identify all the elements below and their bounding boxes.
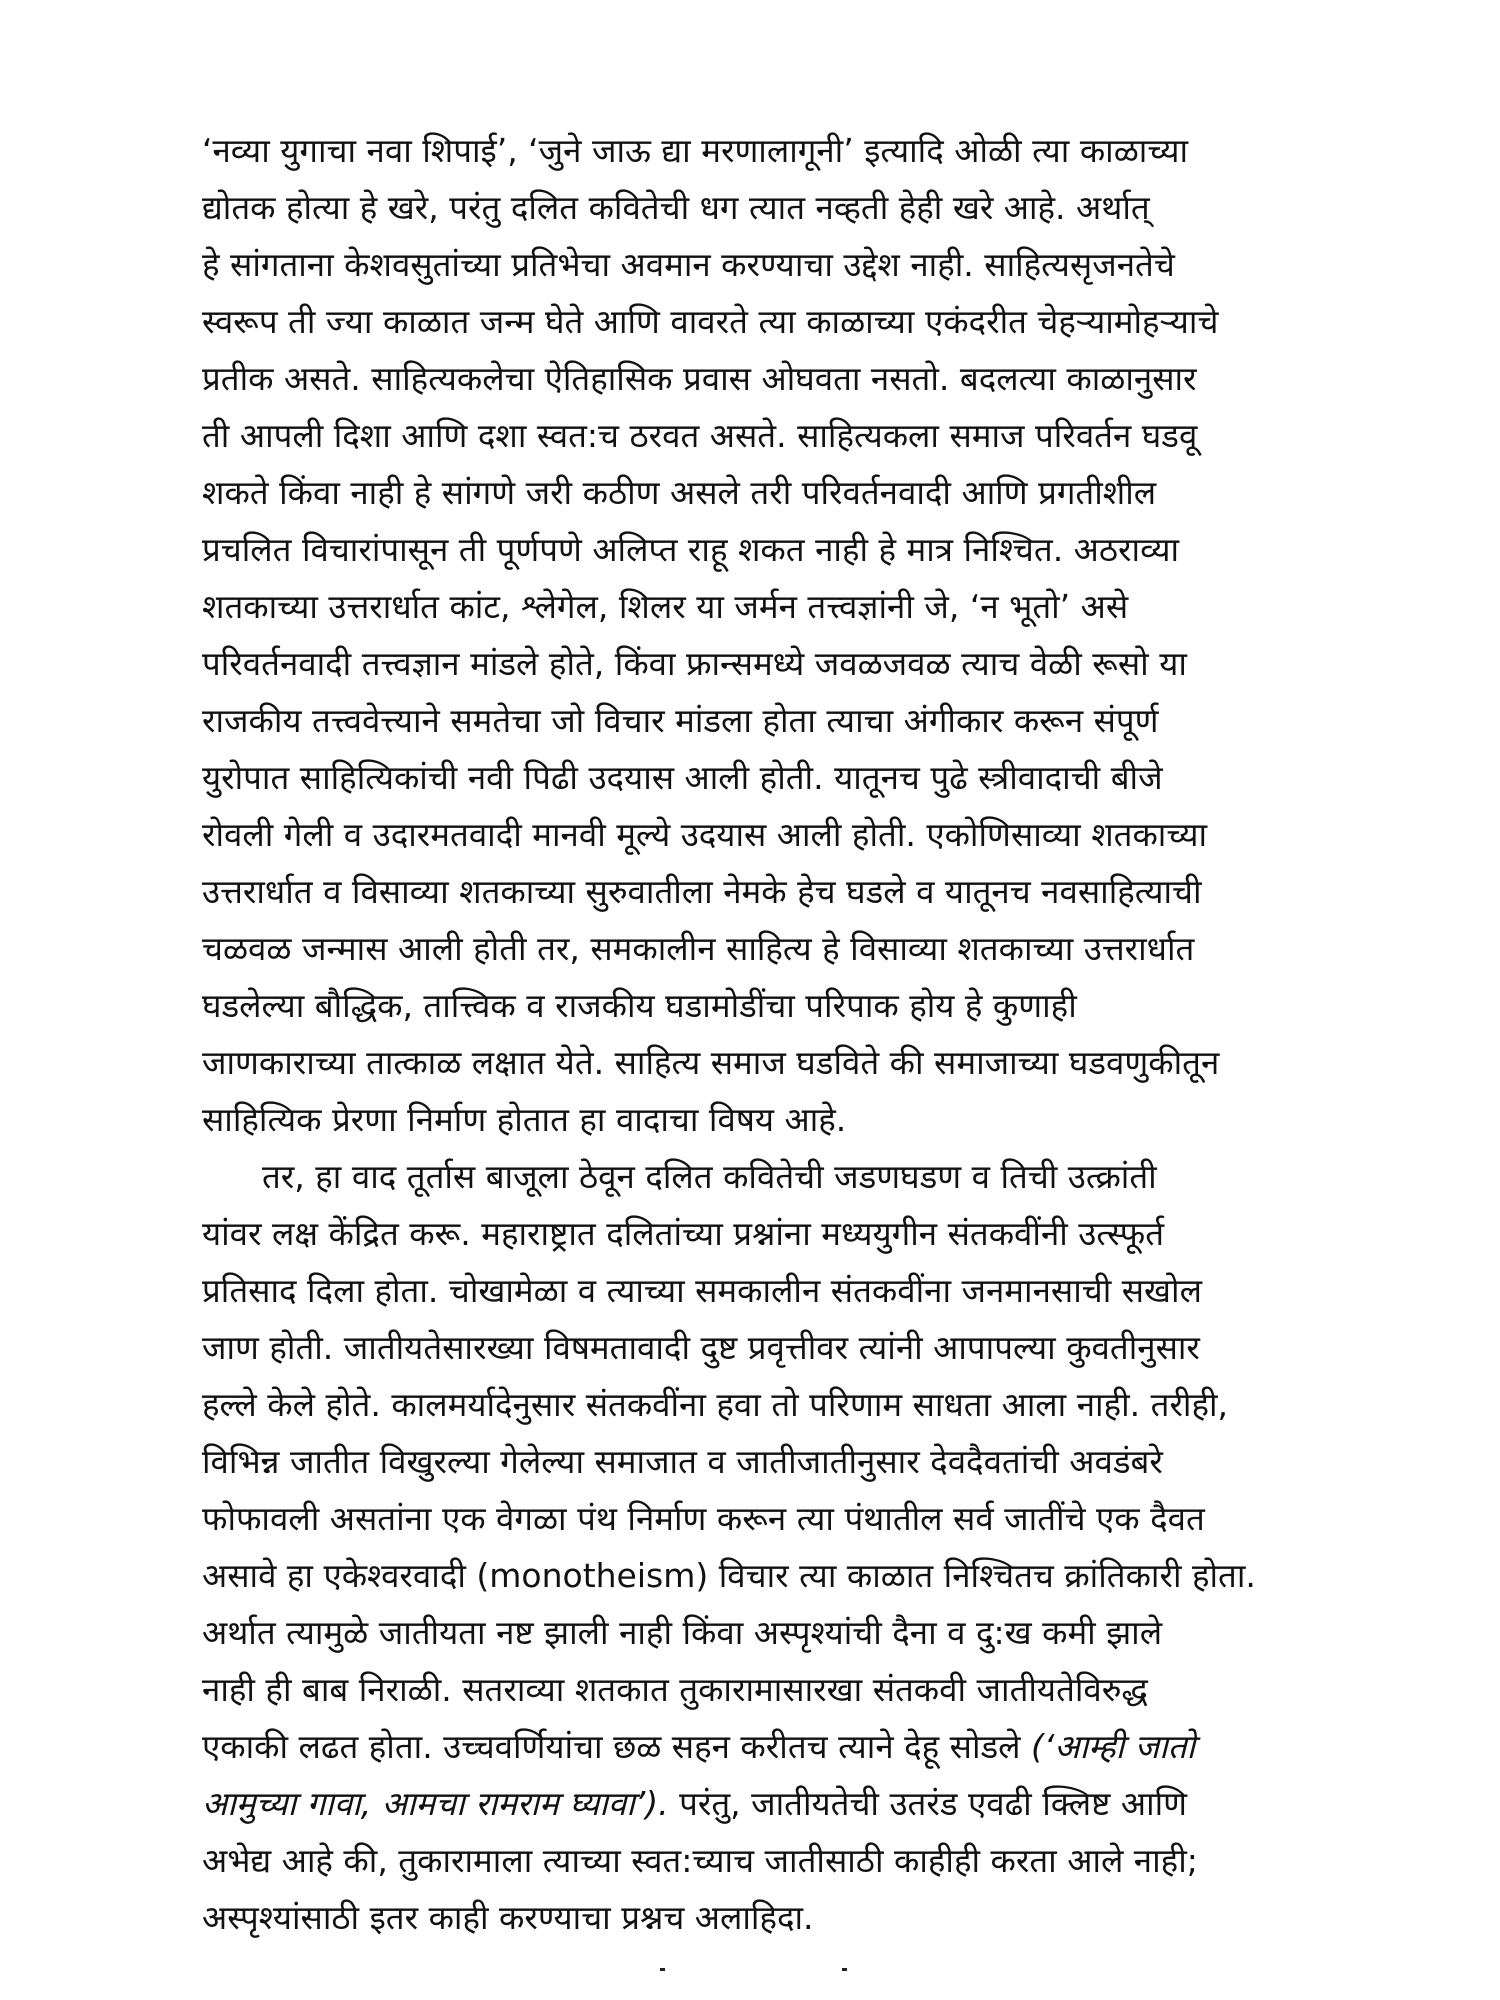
- text-line: शकते किंवा नाही हे सांगणे जरी कठीण असले तरी परिवर्तनवादी आणि प्रगतीशील: [202, 473, 1157, 512]
- text-line: प्रचलित विचारांपासून ती पूर्णपणे अलिप्त राहू शकत नाही हे मात्र निश्चित. अठराव्या: [202, 530, 1180, 569]
- body-text: [202, 122, 1330, 1946]
- text-line: परिवर्तनवादी तत्त्वज्ञान मांडले होते, किंवा फ्रान्समध्ये जवळजवळ त्याच वेळी रूसो या: [202, 644, 1187, 683]
- text-line: यांवर लक्ष केंद्रित करू. महाराष्ट्रात दलितांच्या प्रश्नांना मध्ययुगीन संतकवींनी उत्स्फूर्त: [202, 1214, 1165, 1253]
- text-line: अर्थात त्यामुळे जातीयता नष्ट झाली नाही किंवा अस्पृश्यांची दैना व दु:ख कमी झाले: [202, 1613, 1163, 1652]
- text-line: शतकाच्या उत्तरार्धात कांट, श्लेगेल, शिलर या जर्मन तत्त्वज्ञांनी जे, ‘न भूतो’ असे: [202, 587, 1129, 626]
- text-line: असावे हा एकेश्वरवादी (monotheism) विचार त्या काळात निश्चितच क्रांतिकारी होता.: [202, 1556, 1256, 1595]
- text-line: प्रतीक असते. साहित्यकलेचा ऐतिहासिक प्रवास ओघवता नसतो. बदलत्या काळानुसार: [202, 359, 1197, 398]
- text-line: घडलेल्या बौद्धिक, तात्त्विक व राजकीय घडामोडींचा परिपाक होय हे कुणाही: [202, 986, 1077, 1025]
- text-line: ती आपली दिशा आणि दशा स्वत:च ठरवत असते. साहित्यकला समाज परिवर्तन घडवू: [202, 416, 1198, 455]
- text-line: प्रतिसाद दिला होता. चोखामेळा व त्याच्या समकालीन संतकवींना जनमानसाची सखोल: [202, 1271, 1202, 1310]
- text-line: हे सांगताना केशवसुतांच्या प्रतिभेचा अवमान करण्याचा उद्देश नाही. साहित्यसृजनतेचे: [202, 245, 1175, 284]
- text-line: फोफावली असतांना एक वेगळा पंथ निर्माण करून त्या पंथातील सर्व जातींचे एक दैवत: [202, 1499, 1205, 1538]
- text-line: [202, 1775, 1330, 1832]
- text-line: स्वरूप ती ज्या काळात जन्म घेते आणि वावरते त्या काळाच्या एकंदरीत चेहऱ्यामोहऱ्याचे: [202, 302, 1219, 341]
- text-line: अस्पृश्यांसाठी इतर काही करण्याचा प्रश्नच अलाहिदा.: [202, 1898, 814, 1937]
- quoted-abhang-italic: (‘आम्ही जातो: [1031, 1727, 1196, 1766]
- text-line: साहित्यिक प्रेरणा निर्माण होतात हा वादाचा विषय आहे.: [202, 1100, 847, 1139]
- text-line: द्योतक होत्या हे खरे, परंतु दलित कवितेची धग त्यात नव्हती हेही खरे आहे. अर्थात्: [202, 188, 1150, 227]
- text-segment: एकाकी लढत होता. उच्चवर्णियांचा छळ सहन करीतच त्याने देहू सोडले: [202, 1727, 1032, 1766]
- text-line: ‘नव्या युगाचा नवा शिपाई’, ‘जुने जाऊ द्या मरणालागूनी’ इत्यादि ओळी त्या काळाच्या: [202, 131, 1189, 170]
- text-line: अभेद्य आहे की, तुकारामाला त्याच्या स्वत:च्याच जातीसाठी काहीही करता आले नाही;: [202, 1841, 1198, 1880]
- text-line: युरोपात साहित्यिकांची नवी पिढी उदयास आली होती. यातूनच पुढे स्त्रीवादाची बीजे: [202, 758, 1163, 797]
- text-line: जाण होती. जातीयतेसारख्या विषमतावादी दुष्ट प्रवृत्तीवर त्यांनी आपापल्या कुवतीनुसार: [202, 1328, 1200, 1367]
- text-line: रोवली गेली व उदारमतवादी मानवी मूल्ये उदयास आली होती. एकोणिसाव्या शतकाच्या: [202, 815, 1208, 854]
- text-line: उत्तरार्धात व विसाव्या शतकाच्या सुरुवातीला नेमके हेच घडले व यातूनच नवसाहित्याची: [202, 872, 1202, 911]
- text-line-indented: तर, हा वाद तूर्तास बाजूला ठेवून दलित कवितेची जडणघडण व तिची उत्क्रांती: [262, 1157, 1157, 1196]
- quoted-abhang-italic: आमुच्या गावा, आमचा रामराम घ्यावा’).: [202, 1784, 669, 1823]
- text-segment: परंतु, जातीयतेची उतरंड एवढी क्लिष्ट आणि: [668, 1784, 1188, 1823]
- text-line: नाही ही बाब निराळी. सतराव्या शतकात तुकारामासारखा संतकवी जातीयतेविरुद्ध: [202, 1670, 1148, 1709]
- text-line: विभिन्न जातीत विखुरल्या गेलेल्या समाजात व जातीजातीनुसार देवदैवतांची अवडंबरे: [202, 1442, 1163, 1481]
- text-line: जाणकाराच्या तात्काळ लक्षात येते. साहित्य समाज घडविते की समाजाच्या घडवणुकीतून: [202, 1043, 1220, 1082]
- text-line: राजकीय तत्त्ववेत्त्याने समतेचा जो विचार मांडला होता त्याचा अंगीकार करून संपूर्ण: [202, 701, 1159, 740]
- scan-mark: [842, 1968, 847, 1971]
- scan-mark: [660, 1968, 665, 1971]
- text-line: हल्ले केले होते. कालमर्यादेनुसार संतकवींना हवा तो परिणाम साधता आला नाही. तरीही,: [202, 1385, 1229, 1424]
- footer-scan-marks: [0, 1968, 1500, 1978]
- text-line: [202, 1718, 1330, 1775]
- text-line: चळवळ जन्मास आली होती तर, समकालीन साहित्य हे विसाव्या शतकाच्या उत्तरार्धात: [202, 929, 1195, 968]
